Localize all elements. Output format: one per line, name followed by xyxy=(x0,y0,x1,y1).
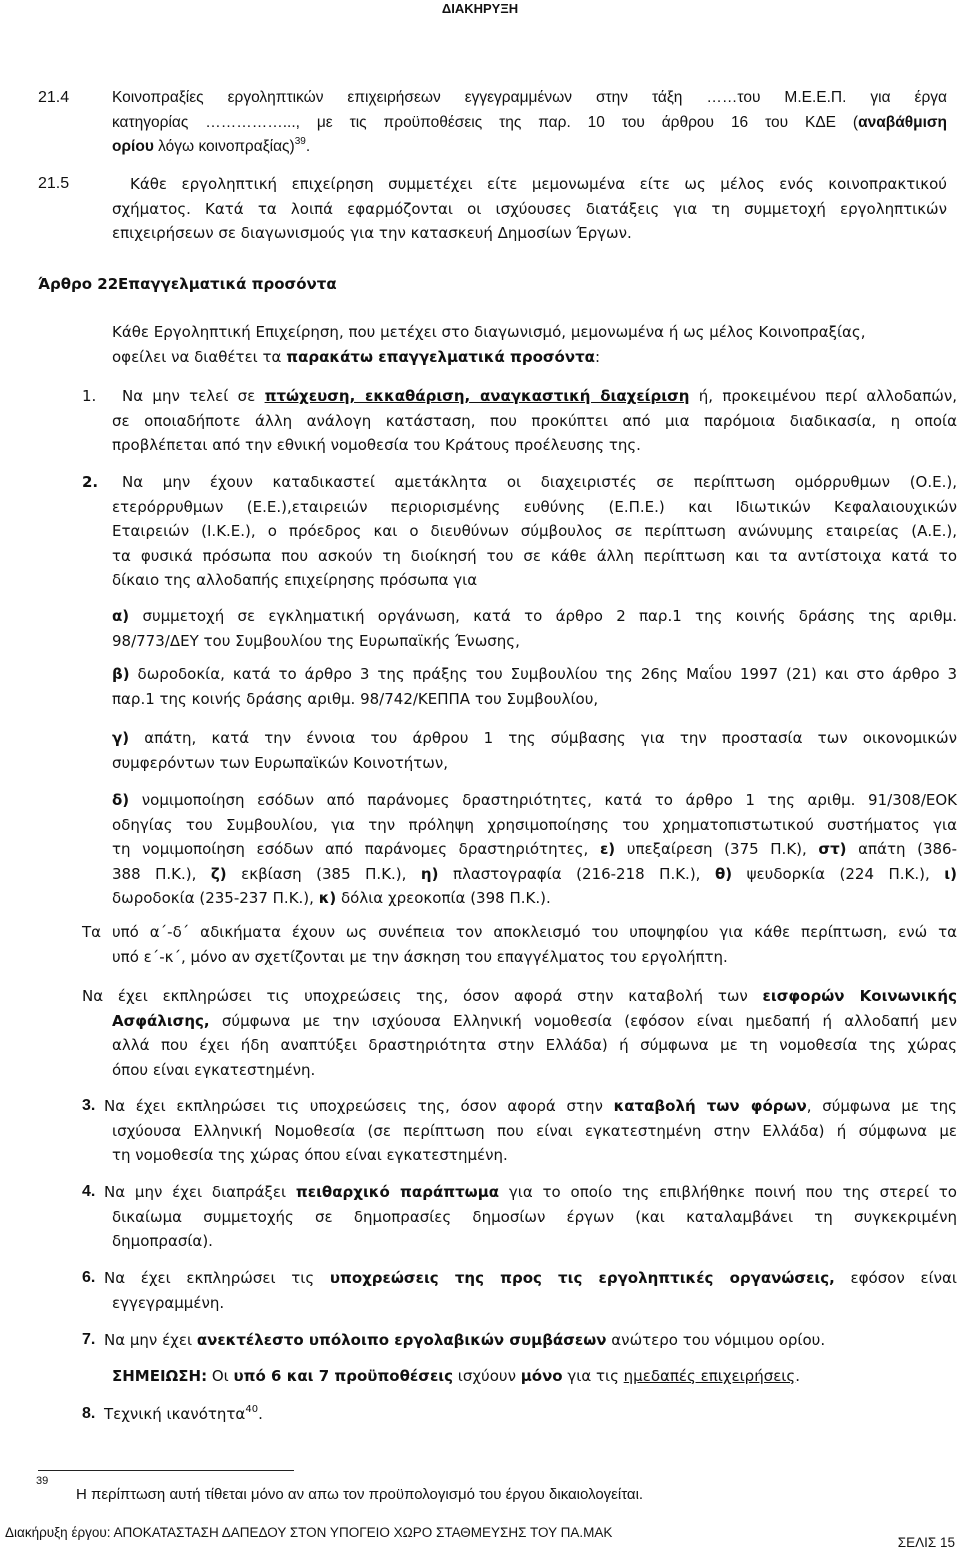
text-line xyxy=(104,1328,957,1353)
text-line: Κάθε εργοληπτική επιχείρηση συμμετέχει είτε μεμονωμένα είτε ως μέλος ενός κοινοπρακτικού xyxy=(130,175,947,193)
text-line xyxy=(112,788,957,813)
text-line: δημοπρασία). xyxy=(112,1232,213,1250)
bold-text: παρακάτω επαγγελματικά προσόντα xyxy=(286,347,595,366)
text-span: υπεξαίρεση (375 Π.Κ), xyxy=(615,840,819,858)
text-span: Να έχει εκπληρώσει τις υποχρεώσεις της, όσον αφορά στην xyxy=(104,1097,614,1115)
bold-underlined-text: πτώχευση, εκκαθάριση, αναγκαστική διαχείριση xyxy=(264,387,690,405)
text-span: για τις xyxy=(562,1367,624,1385)
intro-paragraph xyxy=(112,320,957,369)
text-span: Να έχει εκπληρώσει τις xyxy=(104,1269,330,1287)
section-21-4-text xyxy=(112,86,947,160)
text-span: κατηγορίας ……………..., με τις προϋποθέσεις της παρ. 10 του άρθρου 16 του ΚΔΕ ( xyxy=(112,113,859,131)
text-line: Να μην έχουν καταδικαστεί αμετάκλητα οι διαχειριστές σε περίπτωση ομόρρυθμων (Ο.Ε.), xyxy=(122,473,957,491)
sub-label: η) xyxy=(420,864,439,883)
text-span: απάτη (386- xyxy=(846,840,958,858)
text-span: δόλια χρεοκοπία (398 Π.Κ.). xyxy=(336,889,551,907)
bold-text: αναβάθμιση xyxy=(858,113,947,131)
text-line: τα φυσικά πρόσωπα που ασκούν τη διοίκησή του σε κάθε άλλη περίπτωση και τα αντίστοιχα κατά το xyxy=(112,546,957,565)
text-span: . xyxy=(258,1405,263,1423)
item-6-number: 6. xyxy=(82,1269,96,1286)
text-span: δωροδοκία (235-237 Π.Κ.), xyxy=(112,889,319,907)
text-line xyxy=(112,345,957,370)
text-line: ετερόρρυθμων (Ε.Ε.),εταιρειών περιορισμένης ευθύνης (Ε.Π.Ε.) και Ιδιωτικών Κεφαλαιουχικών xyxy=(112,497,957,516)
text-line: παρ.1 της κοινής δράσης αριθμ. 98/742/ΚΕΠΠΑ του Συμβουλίου, xyxy=(112,689,599,708)
text-span: εφόσον είναι xyxy=(834,1269,957,1287)
text-line xyxy=(112,384,957,409)
section-number-21-5: 21.5 xyxy=(38,175,70,192)
bold-text: ορίου xyxy=(112,138,154,155)
text-span: Να μην έχει διαπράξει xyxy=(104,1183,296,1201)
text-span: συμμετοχή σε εγκληματική οργάνωση, κατά το άρθρο 2 παρ.1 της κοινής δράσης της αριθμ. xyxy=(129,607,957,625)
text-line: 98/773/ΔΕΥ του Συμβουλίου της Ευρωπαϊκής Ένωσης, xyxy=(112,631,520,650)
offences-paragraph xyxy=(82,920,957,969)
text-line xyxy=(82,984,957,1009)
footer-project: Διακήρυξη έργου: ΑΠΟΚΑΤΑΣΤΑΣΗ ΔΑΠΕΔΟΥ ΣΤΟΝ ΥΠΟΓΕΙΟ ΧΩΡΟ ΣΤΑΘΜΕΥΣΗΣ ΤΟΥ ΠΑ.ΜΑΚ xyxy=(5,1525,613,1540)
sub-label: β) xyxy=(112,665,130,683)
text-line xyxy=(112,662,957,687)
item-7-text xyxy=(104,1328,957,1353)
text-line: όπου είναι εγκατεστημένη. xyxy=(112,1060,316,1079)
text-line xyxy=(112,111,947,136)
text-line xyxy=(112,837,957,862)
text-span: Οι xyxy=(207,1367,234,1385)
text-span: Να μην τελεί σε xyxy=(122,387,265,405)
text-span: ανώτερο του νόμιμου ορίου. xyxy=(606,1331,826,1349)
text-line xyxy=(104,1180,957,1205)
text-line: Εταιρειών (Ι.Κ.Ε.), ο πρόεδρος και ο διευθύνων σύμβουλος σε περίπτωση ανώνυμης εταιρείας (Α.Ε.), xyxy=(112,522,957,540)
bold-text: εισφορών Κοινωνικής xyxy=(762,987,957,1005)
text-span: απάτη, κατά την έννοια του άρθρου 1 της σύμβασης για την προστασία των οικονομικών xyxy=(129,729,957,747)
text-span: νομιμοποίηση εσόδων από παράνομες δραστηριότητες, κατά το άρθρο 1 της αριθμ. 91/308/ΕΟΚ xyxy=(129,791,957,809)
item-3-number: 3. xyxy=(82,1097,96,1114)
text-line: δίκαιο της αλλοδαπής επιχείρησης πρόσωπα για xyxy=(112,571,478,589)
item-6-text xyxy=(104,1266,957,1315)
text-span: εκβίαση (385 Π.Κ.), xyxy=(226,864,421,883)
text-line xyxy=(82,1009,957,1034)
item-1-number: 1. xyxy=(82,387,97,405)
footer-page-number: ΣΕΛΙΣ 15 xyxy=(897,1535,955,1550)
text-line: υπό ε΄-κ΄, μόνο αν σχετίζονται με την άσκηση του επαγγέλματος του εργολήπτη. xyxy=(112,947,728,966)
sub-label: θ) xyxy=(714,864,733,883)
text-line: εγγεγραμμένη. xyxy=(112,1293,225,1312)
sub-label: α) xyxy=(112,607,130,625)
sub-label: κ) xyxy=(318,889,337,907)
bold-text: μόνο xyxy=(520,1367,563,1385)
bold-text: υποχρεώσεις της προς τις εργοληπτικές οργανώσεις, xyxy=(329,1269,835,1287)
bold-text: ανεκτέλεστο υπόλοιπο εργολαβικών συμβάσεων xyxy=(196,1331,607,1349)
section-21-5-text xyxy=(112,172,947,246)
sub-item-c xyxy=(112,726,957,775)
article-title: Επαγγελματικά προσόντα xyxy=(118,275,337,293)
item-7-number: 7. xyxy=(82,1331,96,1348)
text-span: Τεχνική ικανότητα xyxy=(104,1405,246,1423)
sub-item-b xyxy=(112,662,957,711)
text-line xyxy=(112,135,947,160)
sub-label: ε) xyxy=(599,840,616,858)
text-line xyxy=(112,886,957,911)
text-span: 388 Π.Κ.), xyxy=(112,864,211,883)
item-2-text xyxy=(112,470,957,593)
item-8-text xyxy=(104,1402,957,1427)
text-span: : xyxy=(594,347,601,366)
text-span: ή, προκειμένου περί αλλοδαπών, xyxy=(689,387,957,405)
text-span: δωροδοκία, κατά το άρθρο 3 της πράξης του Συμβουλίου της 26ης Μαΐου 1997 (21) και στο άρθρο 3 xyxy=(129,665,957,683)
text-line: ισχύουσα Ελληνική Νομοθεσία (σε περίπτωση που είναι εγκατεστημένη στην Ελλάδα) ή σύμφωνα με xyxy=(112,1121,957,1140)
text-line xyxy=(104,1094,957,1119)
footnote-ref[interactable]: 39 xyxy=(294,136,306,147)
text-line: Τα υπό α΄-δ΄ αδικήματα έχουν ως συνέπεια τον αποκλεισμό του υποψηφίου για κάθε περίπτωση, ενώ τα xyxy=(82,923,957,941)
text-span: λόγω κοινοπραξίας) xyxy=(153,138,295,155)
sub-label: στ) xyxy=(818,840,847,858)
text-line: σε οποιαδήποτε άλλη ανάλογη κατάσταση, που προκύπτει από μια παρόμοια διαδικασία, η οποία xyxy=(112,411,957,430)
sub-label: ζ) xyxy=(210,864,227,883)
note-label: ΣΗΜΕΙΩΣΗ: xyxy=(112,1367,208,1385)
text-line xyxy=(112,726,957,751)
page-header: ΔΙΑΚΗΡΥΞΗ xyxy=(441,1,519,16)
item-2-number: 2. xyxy=(82,473,99,491)
item-4-text xyxy=(104,1180,957,1254)
text-span: Να έχει εκπληρώσει τις υποχρεώσεις της, όσον αφορά στην καταβολή των xyxy=(82,987,763,1005)
note-line xyxy=(112,1364,957,1389)
text-span: τη νομιμοποίηση εσόδων από παράνομες δραστηριότητες, xyxy=(112,840,600,858)
footnote-number: 39 xyxy=(36,1475,49,1487)
text-span: Να μην έχει xyxy=(104,1331,197,1349)
text-line xyxy=(112,604,957,629)
footnote-separator xyxy=(38,1470,294,1471)
item-3-text xyxy=(104,1094,957,1168)
text-line: προβλέπεται από την εθνική νομοθεσία του Κράτους προέλευσης της. xyxy=(112,436,641,454)
text-span: οφείλει να διαθέτει τα xyxy=(112,347,287,366)
sub-item-d xyxy=(112,788,957,911)
text-line: σχήματος. Κατά τα λοιπά εφαρμόζονται οι ισχύουσες διατάξεις για τη συμμετοχή εργοληπτικών xyxy=(112,199,947,218)
article-label: Άρθρο 22: xyxy=(38,275,125,293)
text-line xyxy=(112,862,957,887)
text-span: ψευδορκία (224 Π.Κ.), xyxy=(732,864,945,883)
item-1-text xyxy=(112,384,957,458)
text-line: επιχειρήσεων σε διαγωνισμούς για την κατασκευή Δημοσίων Έργων. xyxy=(112,224,632,242)
sub-label: γ) xyxy=(112,729,130,747)
text-line: Κάθε Εργοληπτική Επιχείρηση, που μετέχει στο διαγωνισμό, μεμονωμένα ή ως μέλος Κοινοπραξίας, xyxy=(112,323,866,341)
text-span: . xyxy=(305,138,311,155)
text-line: Κοινοπραξίες εργοληπτικών επιχειρήσεων εγγεγραμμένων στην τάξη ……του Μ.Ε.Ε.Π. για έργα xyxy=(112,89,947,106)
text-line: οδηγίας του Συμβουλίου, για την πρόληψη χρησιμοποίησης του χρηματοπιστωτικού συστήματος για xyxy=(112,815,957,834)
insurance-paragraph xyxy=(82,984,957,1082)
text-line: αλλά που έχει ήδη αναπτύξει δραστηριότητα στην Ελλάδα) ή σύμφωνα με τη νομοθεσία της χώρας xyxy=(112,1036,957,1054)
sub-label: ι) xyxy=(944,864,957,883)
section-number-21-4: 21.4 xyxy=(38,89,70,106)
text-line: συμφερόντων των Ευρωπαϊκών Κοινοτήτων, xyxy=(112,753,448,772)
bold-text: Ασφάλισης, xyxy=(112,1011,210,1030)
underlined-text: ημεδαπές επιχειρήσεις xyxy=(623,1367,796,1385)
text-span: για το οποίο της επιβλήθηκε ποινή που της στερεί το xyxy=(499,1183,957,1201)
text-line: τη νομοθεσία της χώρας όπου είναι εγκατεστημένη. xyxy=(112,1146,508,1164)
sub-label: δ) xyxy=(112,791,130,809)
sub-item-a xyxy=(112,604,957,653)
bold-text: καταβολή των φόρων xyxy=(613,1097,807,1115)
text-span: . xyxy=(795,1367,800,1385)
item-4-number: 4. xyxy=(82,1183,96,1200)
footnote-text: Η περίπτωση αυτή τίθεται μόνο αν απω τον προϋπολογισμό του έργου δικαιολογείται. xyxy=(76,1486,644,1503)
text-line: δικαίωμα συμμετοχής σε δημοπρασίες δημοσίων έργων (και καταλαμβάνει τη συγκεκριμένη xyxy=(112,1207,957,1226)
text-line xyxy=(104,1266,957,1291)
item-8-number: 8. xyxy=(82,1405,96,1422)
bold-text: πειθαρχικό παράπτωμα xyxy=(295,1183,500,1201)
text-span: ισχύουν xyxy=(453,1367,521,1385)
text-span: , σύμφωνα με της xyxy=(806,1097,957,1115)
text-span: σύμφωνα με την ισχύουσα Ελληνική νομοθεσία (εφόσον είναι ημεδαπή ή αλλοδαπή μεν xyxy=(209,1011,957,1030)
bold-text: υπό 6 και 7 προϋποθέσεις xyxy=(233,1367,454,1385)
text-span: πλαστογραφία (216-218 Π.Κ.), xyxy=(438,864,715,883)
footnote-ref[interactable]: 40 xyxy=(245,1404,259,1415)
